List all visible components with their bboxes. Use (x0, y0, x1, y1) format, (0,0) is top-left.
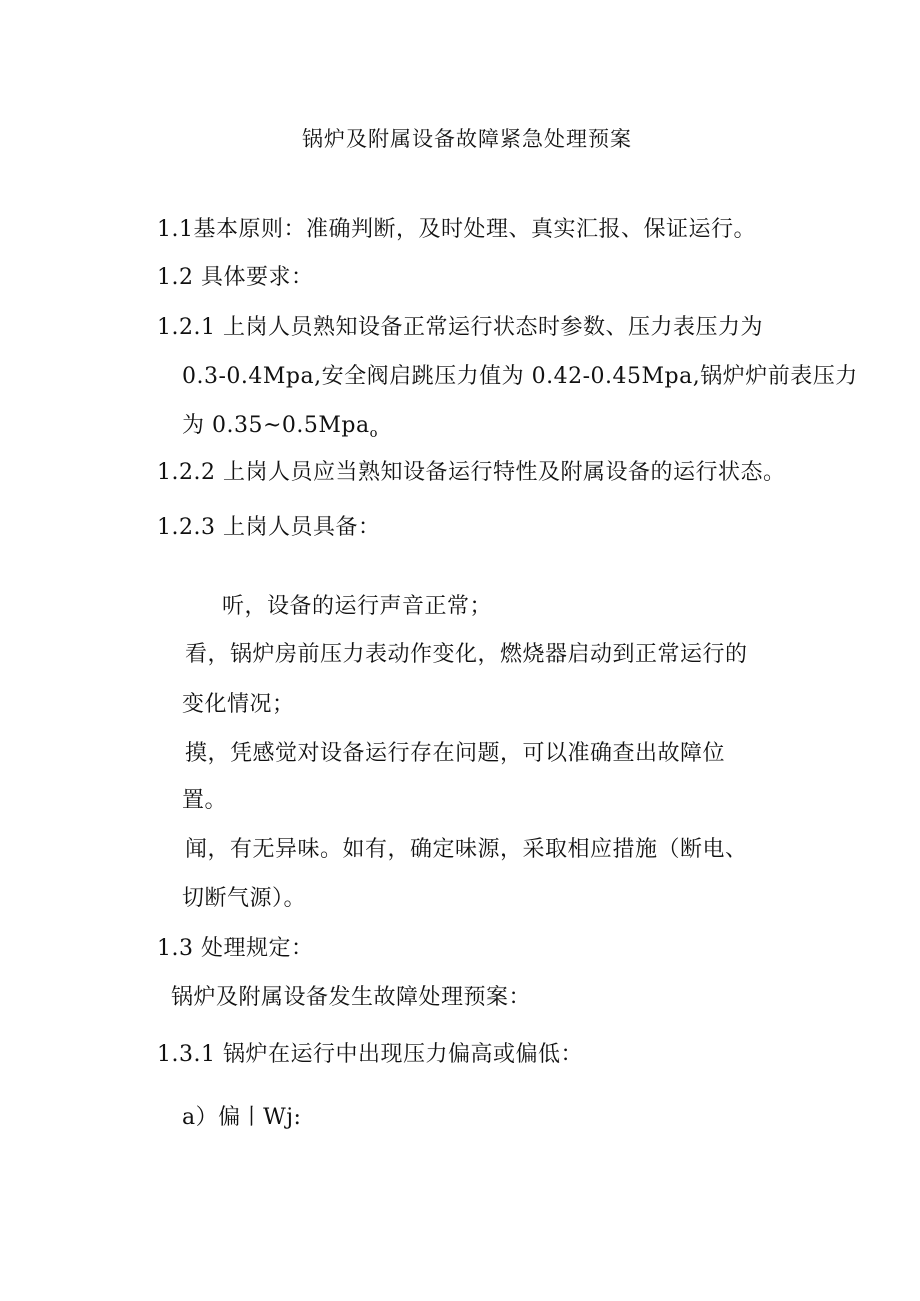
document-title: 锅炉及附属设备故障紧急处理预案 (302, 127, 632, 151)
item-touch-line-1: 摸，凭感觉对设备运行存在问题，可以准确查出故障位 (185, 741, 726, 766)
paragraph-1-2-2: 1.2.2 上岗人员应当熟知设备运行特性及附属设备的运行状态。 (157, 460, 786, 485)
pressure-range-text: 为 0.35~0.5Mpa (182, 413, 370, 438)
paragraph-1-3-1: 1.3.1 锅炉在运行中出现压力偏高或偏低： (157, 1042, 583, 1067)
item-look-line-1: 看，锅炉房前压力表动作变化，燃烧器启动到正常运行的 (185, 642, 748, 667)
pressure-range-subscript: o (369, 426, 378, 441)
heading-specific-requirements: 1.2 具体要求： (157, 265, 314, 290)
item-look-line-2: 变化情况； (182, 692, 295, 717)
item-listen: 听，设备的运行声音正常； (222, 594, 493, 619)
paragraph-1-2-1-line-2: 0.3-0.4Mpa,安全阀启跳压力值为 0.42-0.45Mpa,锅炉炉前表压力 (182, 364, 858, 389)
heading-handling-rules: 1.3 处理规定： (157, 936, 314, 961)
paragraph-1-2-3: 1.2.3 上岗人员具备： (157, 515, 381, 540)
paragraph-basic-principle: 1.1基本原则：准确判断，及时处理、真实汇报、保证运行。 (157, 217, 756, 242)
subitem-a: a）偏丨Wj: (182, 1105, 302, 1130)
item-touch-line-2: 置。 (182, 788, 228, 813)
item-smell-line-2: 切断气源）。 (182, 886, 307, 911)
item-smell-line-1: 闻，有无异味。如有，确定味源，采取相应措施（断电、 (185, 837, 748, 862)
paragraph-1-2-1-line-3 (182, 411, 378, 449)
paragraph-handling-plan: 锅炉及附属设备发生故障处理预案： (171, 985, 532, 1010)
paragraph-1-2-1-line-1: 1.2.1 上岗人员熟知设备正常运行状态时参数、压力表压力为 (157, 315, 763, 340)
